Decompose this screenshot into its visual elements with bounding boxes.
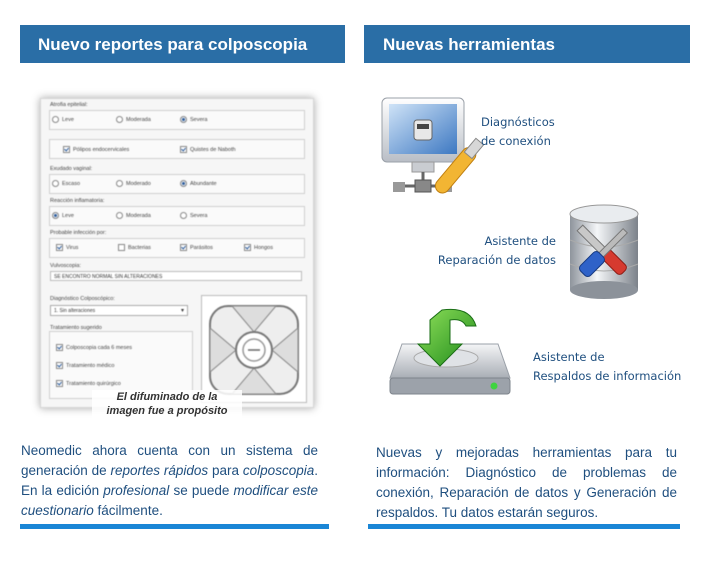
vulvoscopia-input[interactable]: SE ENCONTRO NORMAL SIN ALTERACIONES bbox=[50, 271, 302, 281]
reaccion-label: Reacción inflamatoria: bbox=[50, 198, 105, 204]
naboth-checkbox[interactable]: Quistes de Naboth bbox=[180, 146, 236, 153]
reaccion-group bbox=[49, 206, 305, 226]
blur-caption bbox=[92, 390, 242, 418]
tratamiento-group bbox=[49, 331, 193, 399]
diagnostico-label: Diagnóstico Colposcópico: bbox=[50, 296, 115, 302]
computer-network-wrench-icon bbox=[378, 94, 488, 204]
reaccion-option[interactable]: Moderada bbox=[116, 212, 151, 219]
backup-label: Asistente de Respaldos de información bbox=[533, 350, 682, 383]
right-description: Nuevas y mejoradas herramientas para tu información: Diagnóstico de problemas de conexión, Reparación de datos y Generación de respaldos. Tu datos estarán seguros. bbox=[376, 445, 677, 520]
caption-line-1: El difuminado de la bbox=[116, 391, 218, 403]
right-accent-bar bbox=[368, 524, 680, 529]
atrofia-option[interactable]: Moderada bbox=[116, 116, 151, 123]
hard-drive-download-icon bbox=[384, 304, 516, 400]
exudado-group bbox=[49, 174, 305, 194]
atrofia-option[interactable]: Leve bbox=[52, 116, 74, 123]
exudado-label: Exudado vaginal: bbox=[50, 166, 93, 172]
infeccion-checkbox[interactable]: Bacterias bbox=[118, 244, 151, 251]
left-description: Neomedic ahora cuenta con un sistema de generación de reportes rápidos para colposcopia. En la edición profesional se puede modificar este cuestionario fácilmente. bbox=[21, 443, 318, 518]
header-right: Nuevas herramientas bbox=[364, 25, 690, 63]
tratamiento-checkbox[interactable]: Tratamiento médico bbox=[56, 362, 114, 369]
exudado-option[interactable]: Abundante bbox=[180, 180, 217, 187]
infeccion-checkbox[interactable]: Virus bbox=[56, 244, 78, 251]
vulvoscopia-label: Vulvoscopia: bbox=[50, 263, 81, 269]
exudado-option[interactable]: Escaso bbox=[52, 180, 80, 187]
infeccion-checkbox[interactable]: Hongos bbox=[244, 244, 273, 251]
atrofia-option[interactable]: Severa bbox=[180, 116, 207, 123]
image-placeholder-icon bbox=[202, 296, 306, 402]
atrofia-group bbox=[49, 110, 305, 130]
header-left: Nuevo reportes para colposcopia bbox=[20, 25, 345, 63]
infeccion-checkbox[interactable]: Parásitos bbox=[180, 244, 213, 251]
tratamiento-checkbox[interactable]: Colposcopia cada 6 meses bbox=[56, 344, 132, 351]
atrofia-label: Atrofia epitelial: bbox=[50, 102, 88, 108]
reaccion-option[interactable]: Leve bbox=[52, 212, 74, 219]
diag-label: Diagnósticos de conexión bbox=[481, 115, 555, 148]
tratamiento-checkbox[interactable]: Tratamiento quirúrgico bbox=[56, 380, 121, 387]
infeccion-label: Probable infección por: bbox=[50, 230, 107, 236]
tratamiento-label: Tratamiento sugerido bbox=[50, 325, 102, 331]
colposcopy-image-frame bbox=[201, 295, 307, 403]
infeccion-group bbox=[49, 238, 305, 258]
caption-line-2: imagen fue a propósito bbox=[106, 405, 228, 417]
colposcopy-form-preview bbox=[40, 98, 314, 408]
database-tools-icon bbox=[566, 204, 642, 300]
polipos-checkbox[interactable]: Pólipos endocervicales bbox=[63, 146, 129, 153]
left-accent-bar bbox=[20, 524, 329, 529]
repair-label: Asistente de Reparación de datos bbox=[437, 234, 556, 267]
exudado-option[interactable]: Moderado bbox=[116, 180, 151, 187]
diagnostico-select[interactable]: 1. Sin alteraciones ▾ bbox=[50, 305, 188, 316]
checks-group bbox=[49, 139, 305, 159]
reaccion-option[interactable]: Severa bbox=[180, 212, 207, 219]
